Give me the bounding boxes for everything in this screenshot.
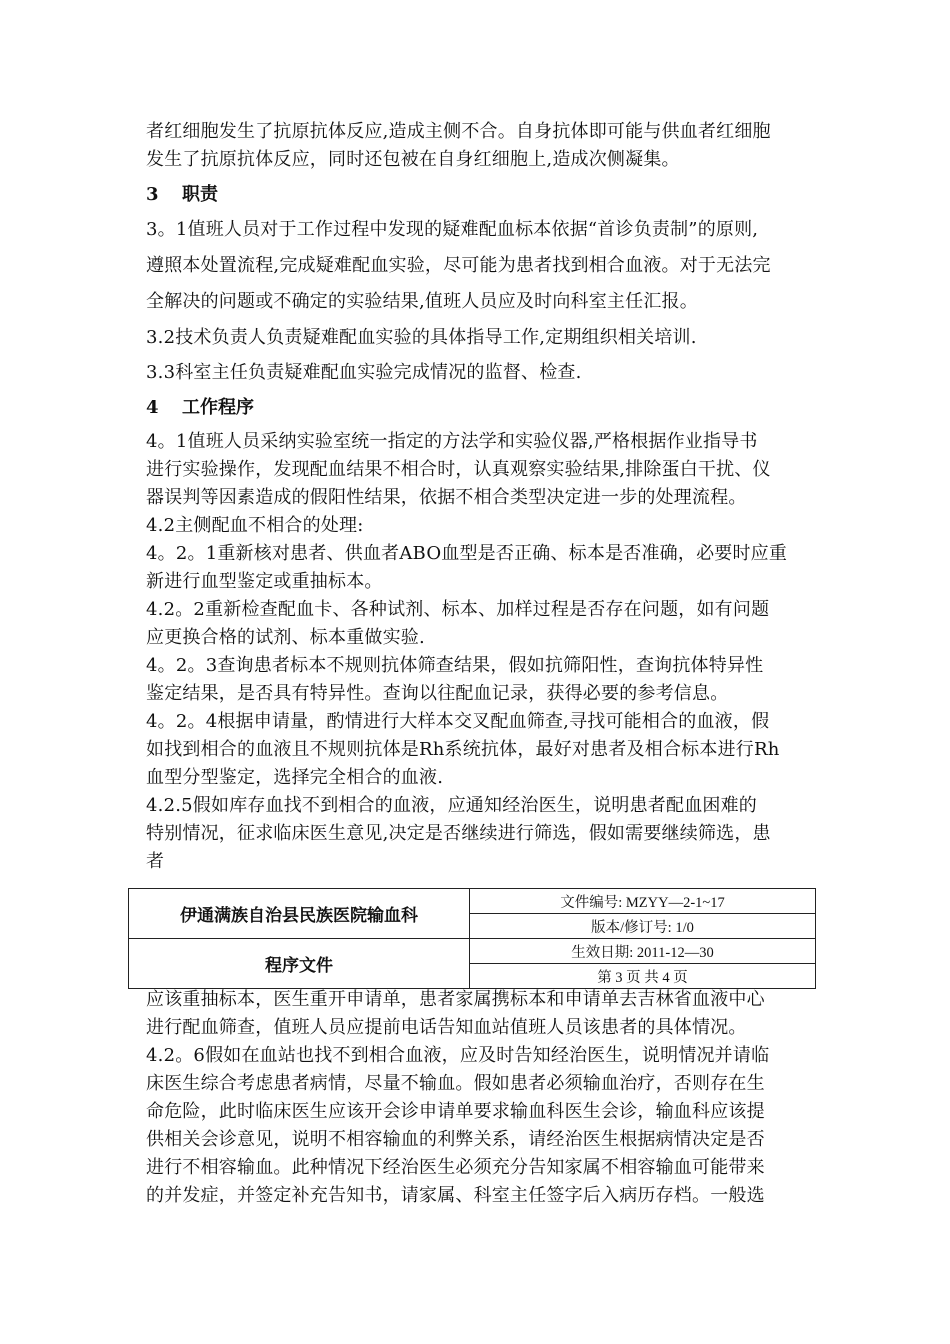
- body-line: 进行不相容输血。此种情况下经治医生必须充分告知家属不相容输血可能带来: [146, 1157, 765, 1178]
- section-title: 工作程序: [182, 397, 254, 418]
- file-number: 文件编号: MZYY—2-1~17: [470, 889, 816, 914]
- body-line: 3。1值班人员对于工作过程中发现的疑难配血标本依据“首诊负责制”的原则,: [146, 219, 759, 240]
- body-line: 进行配血筛查，值班人员应提前电话告知血站值班人员该患者的具体情况。: [146, 1017, 747, 1038]
- body-line: 全解决的问题或不确定的实验结果,值班人员应及时向科室主任汇报。: [146, 291, 698, 312]
- version-number: 版本/修订号: 1/0: [470, 914, 816, 939]
- body-line: 新进行血型鉴定或重抽标本。: [146, 571, 383, 592]
- body-line: 如找到相合的血液且不规则抗体是Rh系统抗体，最好对患者及相合标本进行Rh: [146, 739, 780, 760]
- document-type: 程序文件: [129, 939, 470, 989]
- body-line: 应该重抽标本，医生重开申请单，患者家属携标本和申请单去吉林省血液中心: [146, 989, 765, 1010]
- section-title: 职责: [182, 184, 218, 205]
- body-line: 4.2.5假如库存血找不到相合的血液，应通知经治医生，说明患者配血困难的: [146, 795, 757, 816]
- document-header-table: [128, 888, 816, 989]
- body-line: 鉴定结果，是否具有特异性。查询以往配血记录，获得必要的参考信息。: [146, 683, 729, 704]
- body-line: 应更换合格的试剂、标本重做实验.: [146, 627, 425, 648]
- body-line: 4。2。4根据申请量，酌情进行大样本交叉配血筛查,寻找可能相合的血液，假: [146, 711, 770, 732]
- body-line: 的并发症，并签定补充告知书，请家属、科室主任签字后入病历存档。一般选: [146, 1185, 765, 1206]
- effective-date: 生效日期: 2011-12—30: [470, 939, 816, 964]
- body-line: 4.2。6假如在血站也找不到相合血液，应及时告知经治医生，说明情况并请临: [146, 1045, 770, 1066]
- body-line: 供相关会诊意见，说明不相容输血的利弊关系，请经治医生根据病情决定是否: [146, 1129, 765, 1150]
- body-line: 特别情况，征求临床医生意见,决定是否继续进行筛选，假如需要继续筛选，患: [146, 823, 771, 844]
- body-line: 者: [146, 851, 165, 872]
- body-line: 床医生综合考虑患者病情，尽量不输血。假如患者必须输血治疗，否则存在生: [146, 1073, 765, 1094]
- section-heading-4: [146, 394, 254, 422]
- body-line: 进行实验操作，发现配血结果不相合时，认真观察实验结果,排除蛋白干扰、仪: [146, 459, 771, 480]
- body-line: 3.2技术负责人负责疑难配血实验的具体指导工作,定期组织相关培训.: [146, 327, 697, 348]
- page-info: 第 3 页 共 4 页: [470, 964, 816, 989]
- body-line: 者红细胞发生了抗原抗体反应,造成主侧不合。自身抗体即可能与供血者红细胞: [146, 121, 771, 142]
- body-line: 4.2主侧配血不相合的处理:: [146, 515, 364, 536]
- body-line: 血型分型鉴定，选择完全相合的血液.: [146, 767, 444, 788]
- body-line: 4。2。1重新核对患者、供血者ABO血型是否正确、标本是否准确，必要时应重: [146, 543, 788, 564]
- body-line: 4.2。2重新检查配血卡、各种试剂、标本、加样过程是否存在问题，如有问题: [146, 599, 770, 620]
- body-line: 4。2。3查询患者标本不规则抗体筛查结果，假如抗筛阳性，查询抗体特异性: [146, 655, 764, 676]
- body-line: 器误判等因素造成的假阳性结果，依据不相合类型决定进一步的处理流程。: [146, 487, 747, 508]
- section-heading-3: [146, 181, 218, 209]
- section-number: 3: [146, 184, 159, 205]
- body-line: 命危险，此时临床医生应该开会诊申请单要求输血科医生会诊，输血科应该提: [146, 1101, 765, 1122]
- organization-name: 伊通满族自治县民族医院输血科: [129, 889, 470, 939]
- body-line: 3.3科室主任负责疑难配血实验完成情况的监督、检查.: [146, 362, 582, 383]
- body-line: 4。1值班人员采纳实验室统一指定的方法学和实验仪器,严格根据作业指导书: [146, 431, 758, 452]
- body-line: 遵照本处置流程,完成疑难配血实验，尽可能为患者找到相合血液。对于无法完: [146, 255, 771, 276]
- body-line: 发生了抗原抗体反应，同时还包被在自身红细胞上,造成次侧凝集。: [146, 149, 680, 170]
- section-number: 4: [146, 397, 159, 418]
